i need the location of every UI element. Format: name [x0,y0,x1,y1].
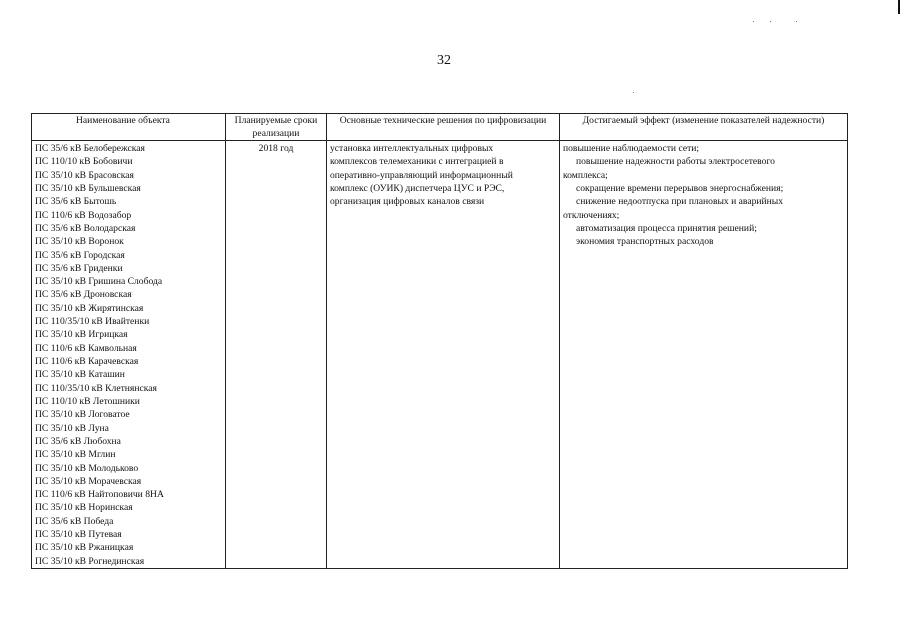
effect-line: повышение надежности работы электросетевого [576,156,775,168]
object-name: ПС 35/10 кВ Морачевская [35,475,142,487]
solution-cell [327,141,560,569]
object-name: ПС 110/10 кВ Летошники [35,395,140,407]
table-header-row [32,114,848,141]
object-name: ПС 35/6 кВ Любохна [35,435,121,447]
object-name: ПС 35/10 кВ Луна [35,422,109,434]
object-name: ПС 110/6 кВ Найтоповичи 8НА [35,489,164,501]
object-name: ПС 35/10 кВ Игрицкая [35,329,128,341]
object-name: ПС 35/10 кВ Логоватое [35,409,130,421]
scan-speck [796,21,797,22]
object-name: ПС 110/6 кВ Камвольная [35,342,137,354]
page-number: 32 [437,53,451,68]
scan-speck [633,92,634,93]
scan-speck [770,21,771,22]
object-name: ПС 35/6 кВ Дроновская [35,289,132,301]
object-name: ПС 35/10 кВ Норинская [35,502,133,514]
object-name: ПС 35/10 кВ Ржаницкая [35,542,134,554]
object-name: ПС 35/10 кВ Каташин [35,369,125,381]
object-name: ПС 35/10 кВ Бульшевская [35,182,141,194]
object-name: ПС 35/10 кВ Гришина Слобода [35,276,163,288]
effect-line: сокращение времени перерывов энергоснабжения; [576,182,784,194]
object-name: ПС 110/6 кВ Водозабор [35,209,132,221]
solution-line: организация цифровых каналов связи [330,196,485,208]
effect-line: повышение наблюдаемости сети; [563,143,700,154]
header-planned-terms: Планируемые сроки реализации [226,114,327,141]
effect-line: снижение недоотпуска при плановых и аварийных [576,196,784,208]
solution-line: комплекс (ОУИК) диспетчера ЦУС и РЭС, [330,182,505,194]
object-name: ПС 35/10 кВ Рогнединская [35,555,145,567]
objects-table [31,113,848,569]
object-name: ПС 110/35/10 кВ Клетнянская [35,382,157,394]
scan-speck [753,21,754,22]
object-name: ПС 110/35/10 кВ Ивайтенки [35,316,150,328]
effect-line: отключениях; [563,209,620,221]
header-achieved-effect: Достигаемый эффект (изменение показателей надежности) [560,114,848,141]
object-name: ПС 35/10 кВ Брасовская [35,169,134,181]
header-object-name: Наименование объекта [32,114,226,141]
solution-line: комплексов телемеханики с интеграцией в [330,156,504,168]
effect-cell [560,141,848,569]
object-name: ПС 35/6 кВ Победа [35,515,114,527]
object-name: ПС 110/6 кВ Карачевская [35,356,139,367]
effect-line: комплекса; [563,169,608,181]
object-name: ПС 35/6 кВ Гриденки [35,262,123,274]
object-name: ПС 35/6 кВ Городская [35,249,125,261]
object-name: ПС 35/10 кВ Воронок [35,236,124,248]
effect-line: экономия транспортных расходов [576,236,714,248]
scan-edge-mark [898,0,900,14]
object-name: ПС 35/6 кВ Белобережская [35,143,145,154]
table-row [32,141,848,569]
object-name: ПС 35/10 кВ Путевая [35,529,122,541]
object-name: ПС 35/10 кВ Молодьково [35,462,139,474]
planned-term: 2018 год [258,143,294,154]
header-technical-solutions: Основные технические решения по цифровизации [327,114,560,141]
object-name: ПС 110/10 кВ Бобовичи [35,156,133,168]
object-list-cell [32,141,226,569]
solution-line: установка интеллектуальных цифровых [330,143,494,154]
solution-line: оперативно-управляющий информационный [330,169,513,181]
planned-term-cell [226,141,327,569]
object-name: ПС 35/6 кВ Бытошь [35,196,117,208]
object-name: ПС 35/6 кВ Володарская [35,222,136,234]
object-name: ПС 35/10 кВ Мглин [35,449,116,461]
effect-line: автоматизация процесса принятия решений; [576,222,757,234]
object-name: ПС 35/10 кВ Жирятинская [35,302,144,314]
